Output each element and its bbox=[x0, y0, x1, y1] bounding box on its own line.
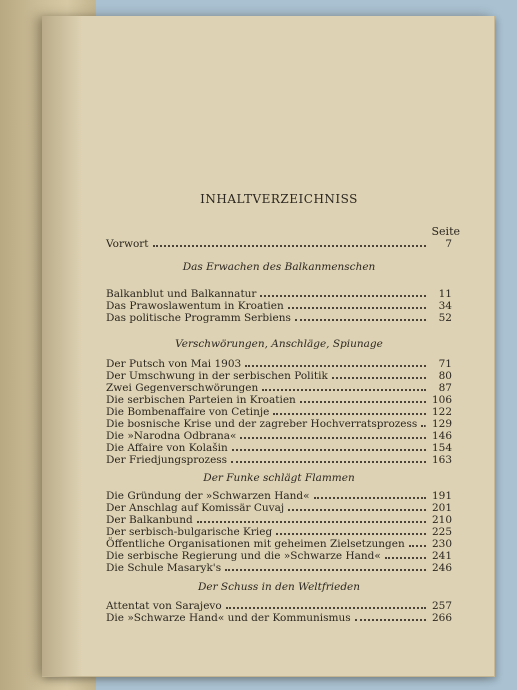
toc-entry-page: 80 bbox=[438, 370, 452, 382]
toc-entry-label: Balkanblut und Balkannatur bbox=[106, 288, 257, 300]
leader-dots bbox=[260, 295, 426, 297]
leader-dots bbox=[355, 619, 426, 621]
toc-entry-label: Der Umschwung in der serbischen Politik bbox=[106, 370, 328, 382]
toc-entry-label: Attentat von Sarajevo bbox=[106, 600, 222, 612]
toc-entry bbox=[106, 238, 452, 250]
toc-entry-label: Die serbische Regierung und die »Schwarze Hand« bbox=[106, 550, 381, 562]
section-heading: Der Funke schlägt Flammen bbox=[203, 472, 355, 484]
leader-dots bbox=[231, 461, 426, 463]
leader-dots bbox=[295, 319, 426, 321]
section-heading: Das Erwachen des Balkanmenschen bbox=[182, 261, 376, 273]
toc-entry bbox=[106, 406, 452, 418]
toc-entry bbox=[106, 502, 452, 514]
toc-entry bbox=[106, 430, 452, 442]
toc-entry-page: 34 bbox=[438, 300, 452, 312]
toc-entry-label: Die Affaire von Kolašin bbox=[106, 442, 228, 454]
toc-entry-label: Die »Schwarze Hand« und der Kommunismus bbox=[106, 612, 351, 624]
toc-entry bbox=[106, 394, 452, 406]
book-page bbox=[42, 16, 495, 677]
toc-entry-label: Die Gründung der »Schwarzen Hand« bbox=[106, 490, 310, 502]
toc-entry bbox=[106, 600, 452, 612]
section-heading: Verschwörungen, Anschläge, Spiunage bbox=[175, 338, 383, 350]
toc-entry-page: 129 bbox=[431, 418, 452, 430]
toc-entry-label: Vorwort bbox=[106, 238, 149, 250]
toc-entry bbox=[106, 538, 452, 550]
toc-entry-label: Die serbischen Parteien in Kroatien bbox=[106, 394, 296, 406]
leader-dots bbox=[314, 497, 426, 499]
toc-entry-page: 191 bbox=[431, 490, 452, 502]
toc-entry-page: 122 bbox=[431, 406, 452, 418]
toc-entry bbox=[106, 514, 452, 526]
toc-entry bbox=[106, 418, 452, 430]
leader-dots bbox=[232, 449, 426, 451]
toc-entry-page: 201 bbox=[431, 502, 452, 514]
toc-entry-page: 154 bbox=[431, 442, 452, 454]
toc-entry-label: Öffentliche Organisationen mit geheimen Zielsetzungen bbox=[106, 538, 405, 550]
toc-entry bbox=[106, 358, 452, 370]
leader-dots bbox=[273, 413, 426, 415]
toc-entry-page: 266 bbox=[431, 612, 452, 624]
toc-entry-page: 163 bbox=[431, 454, 452, 466]
toc-entry bbox=[106, 300, 452, 312]
toc-entry-label: Das politische Programm Serbiens bbox=[106, 312, 291, 324]
leader-dots bbox=[288, 307, 426, 309]
toc-entry-page: 71 bbox=[438, 358, 452, 370]
toc-entry-label: Die bosnische Krise und der zagreber Hochverratsprozess bbox=[106, 418, 418, 430]
leader-dots bbox=[300, 401, 426, 403]
toc-entry-label: Der Friedjungsprozess bbox=[106, 454, 228, 466]
toc-entry-page: 146 bbox=[431, 430, 452, 442]
toc-entry-label: Der Anschlag auf Komissär Cuvaj bbox=[106, 502, 285, 514]
toc-entry bbox=[106, 288, 452, 300]
page-column-header: Seite bbox=[431, 225, 460, 238]
leader-dots bbox=[262, 389, 426, 391]
toc-entry bbox=[106, 454, 452, 466]
leader-dots bbox=[153, 245, 426, 247]
leader-dots bbox=[240, 437, 426, 439]
toc-entry-page: 230 bbox=[431, 538, 452, 550]
toc-entry-page: 225 bbox=[431, 526, 452, 538]
leader-dots bbox=[385, 557, 426, 559]
toc-entry bbox=[106, 442, 452, 454]
toc-entry-page: 11 bbox=[438, 288, 452, 300]
toc-entry bbox=[106, 612, 452, 624]
toc-entry-label: Die Bombenaffaire von Cetinje bbox=[106, 406, 270, 418]
toc-entry bbox=[106, 526, 452, 538]
leader-dots bbox=[421, 425, 426, 427]
toc-entry-label: Der serbisch-bulgarische Krieg bbox=[106, 526, 273, 538]
section-heading: Der Schuss in den Weltfrieden bbox=[197, 581, 361, 593]
toc-entry-page: 246 bbox=[431, 562, 452, 574]
leader-dots bbox=[288, 509, 426, 511]
toc-entry bbox=[106, 382, 452, 394]
toc-entry-label: Das Prawoslawentum in Kroatien bbox=[106, 300, 284, 312]
toc-entry bbox=[106, 312, 452, 324]
leader-dots bbox=[226, 607, 426, 609]
toc-entry-page: 106 bbox=[431, 394, 452, 406]
toc-title: INHALTVERZEICHNISS bbox=[200, 192, 358, 206]
toc-entry-page: 52 bbox=[438, 312, 452, 324]
toc-entry-page: 7 bbox=[445, 238, 452, 250]
toc-entry-page: 210 bbox=[431, 514, 452, 526]
toc-entry bbox=[106, 370, 452, 382]
leader-dots bbox=[225, 569, 426, 571]
toc-entry-label: Die »Narodna Odbrana« bbox=[106, 430, 237, 442]
leader-dots bbox=[276, 533, 426, 535]
toc-entry-label: Der Putsch von Mai 1903 bbox=[106, 358, 242, 370]
toc-entry-page: 87 bbox=[438, 382, 452, 394]
leader-dots bbox=[332, 377, 426, 379]
toc-entry bbox=[106, 562, 452, 574]
leader-dots bbox=[245, 365, 426, 367]
toc-entry-label: Die Schule Masaryk's bbox=[106, 562, 222, 574]
toc-entry-label: Der Balkanbund bbox=[106, 514, 193, 526]
toc-entry bbox=[106, 490, 452, 502]
toc-entry-page: 241 bbox=[431, 550, 452, 562]
toc-entry-label: Zwei Gegenverschwörungen bbox=[106, 382, 259, 394]
toc-entry bbox=[106, 550, 452, 562]
leader-dots bbox=[409, 545, 426, 547]
toc-entry-page: 257 bbox=[431, 600, 452, 612]
leader-dots bbox=[197, 521, 426, 523]
